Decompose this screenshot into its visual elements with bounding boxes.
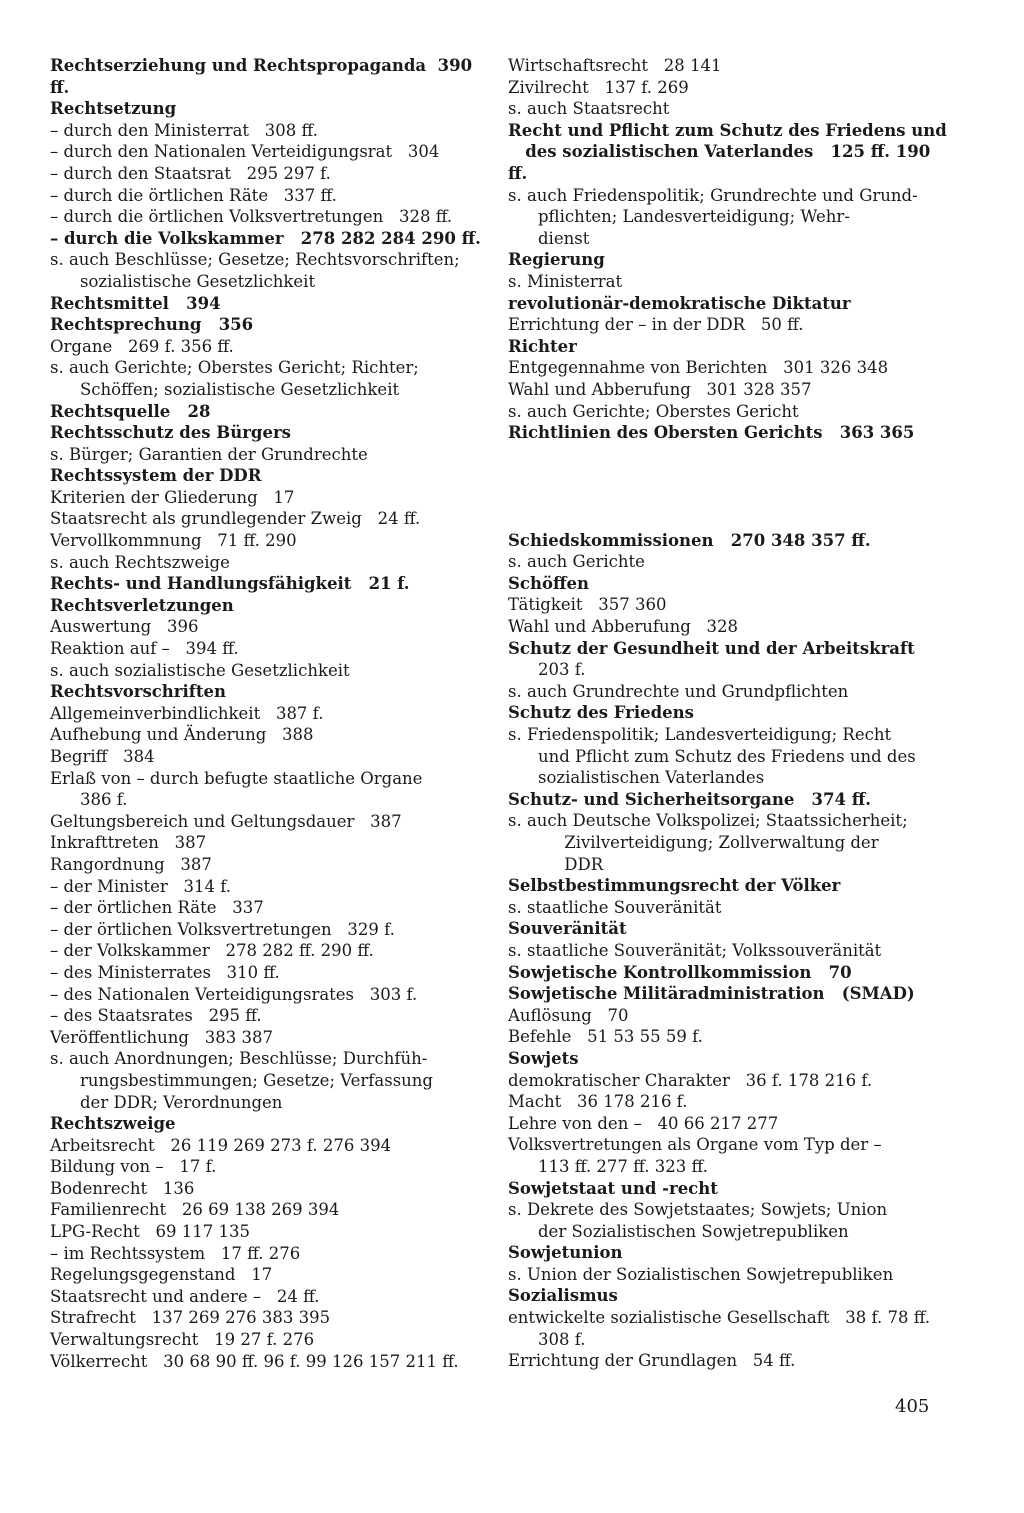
page-reference: 270 348 357 ff. [713,530,871,550]
index-subentry: Wirtschaftsrecht 28 141 [508,56,722,75]
index-term: Rechts- und Handlungsfähigkeit [50,574,352,594]
index-heading [508,702,948,724]
index-subentry: Organe 269 f. 356 ff. [50,336,234,356]
index-term: 290 [421,228,456,248]
index-term: Selbstbestimmungsrecht der Völker [508,876,841,896]
index-term: Sowjetunion [508,1243,623,1263]
index-continuation: 113 ff. 277 ff. 323 ff. [538,1156,708,1176]
index-term: Rechtszweige [50,1114,176,1134]
column-gap [508,444,948,530]
index-term: Schutz des Friedens [508,703,694,723]
index-subentry: s. auch Deutsche Volkspolizei; Staatssicherheit; [508,811,908,831]
page-number: 405 [895,1396,930,1417]
index-continuation: 308 f. [538,1329,586,1349]
index-subentry: s. auch Gerichte; Oberstes Gericht [508,401,799,421]
index-subentry: Entgegennahme von Berichten 301 326 348 [508,358,889,378]
index-heading [50,681,490,703]
index-subentry: Inkrafttreten 387 [50,833,207,853]
index-subentry: – durch die örtlichen Volksvertretungen 328 ff. [50,207,453,227]
index-continuation: der Sozialistischen Sowjetrepubliken [538,1221,849,1241]
index-heading [50,573,490,595]
index-subentry: – der örtlichen Volksvertretungen 329 f. [50,919,395,939]
index-subentry: – des Staatsrates 295 ff. [50,1006,262,1026]
index-subentry: s. Dekrete des Sowjetstaates; Sowjets; Union [508,1200,888,1220]
index-heading [50,314,490,336]
index-continuation: DDR [538,854,604,874]
index-subentry: LPG-Recht 69 117 135 [50,1222,251,1242]
index-subentry: Veröffentlichung 383 387 [50,1027,273,1047]
index-heading [508,336,948,358]
page-reference: 70 [811,962,852,982]
index-heading [508,1242,948,1264]
index-subentry: Befehle 51 53 55 59 f. [508,1027,703,1047]
index-heading [508,1285,948,1307]
index-subentry: s. auch Friedenspolitik; Grundrechte und Grund- [508,185,918,205]
index-subentry: Arbeitsrecht 26 119 269 273 f. 276 394 [50,1135,392,1155]
index-subentry: Volksvertretungen als Organe vom Typ der – [508,1135,882,1155]
index-subentry: Regelungsgegenstand 17 [50,1265,273,1285]
index-term: Rechtsquelle [50,401,171,421]
index-term: Souveränität [508,919,627,939]
index-subentry: s. Ministerrat [508,271,623,291]
index-heading [508,983,948,1005]
index-heading [508,789,948,811]
page-reference: 356 [201,315,254,335]
index-subentry: Errichtung der Grundlagen 54 ff. [508,1351,796,1371]
index-term: Rechtsvorschriften [50,682,226,702]
index-subentry: Verwaltungsrecht 19 27 f. 276 [50,1330,315,1350]
index-subentry: Reaktion auf – 394 ff. [50,639,239,659]
index-subentry: – des Ministerrates 310 ff. [50,962,280,982]
index-heading [508,638,948,660]
index-continuation: pflichten; Landesverteidigung; Wehr- [538,207,850,227]
index-continuation: dienst [538,228,590,248]
index-subentry: Auswertung 396 [50,617,199,637]
index-heading [508,573,948,595]
index-subentry: Kriterien der Gliederung 17 [50,487,295,507]
index-subentry: Vervollkommnung 71 ff. 290 [50,531,297,551]
index-column-left [50,55,490,1372]
index-subentry: Auflösung 70 [508,1005,629,1025]
index-subentry: s. auch Gerichte; Oberstes Gericht; Richter; [50,358,419,378]
index-continuation: sozialistische Gesetzlichkeit [80,271,316,291]
index-continuation: Zivilverteidigung; Zollverwaltung der [538,833,879,852]
index-term: des sozialistischen Vaterlandes [508,142,814,162]
index-subentry: Rangordnung 387 [50,854,212,874]
index-term: Rechtserziehung und Rechtspropaganda [50,56,427,75]
index-heading [50,595,490,617]
index-subentry: Zivilrecht 137 f. 269 [508,77,689,97]
index-subentry: s. auch Gerichte [508,552,645,572]
index-continuation: 203 f. [538,660,586,680]
index-subentry: Macht 36 178 216 f. [508,1092,688,1112]
index-term: Rechtsverletzungen [50,595,234,615]
index-subentry: – der Minister 314 f. [50,876,232,896]
index-subentry: s. auch Beschlüsse; Gesetze; Rechtsvorschriften; [50,250,460,270]
page-reference: 21 f. [351,574,410,594]
page-reference: ff. [455,228,481,248]
index-subentry: Begriff 384 [50,747,155,766]
page-reference: (SMAD) [824,984,915,1004]
index-continuation: rungsbestimmungen; Gesetze; Verfassung [80,1070,433,1090]
index-term: Sowjetstaat und -recht [508,1178,718,1198]
index-term: Rechtsprechung [50,315,202,335]
page-reference: 394 [168,293,221,313]
index-continuation: und Pflicht zum Schutz des Friedens und des [538,746,916,766]
index-subentry: s. auch Anordnungen; Beschlüsse; Durchfüh- [50,1049,428,1069]
index-subentry: Tätigkeit 357 360 [508,595,667,615]
index-term: Schiedskommissionen [508,530,714,550]
index-subentry: s. Bürger; Garantien der Grundrechte [50,444,368,464]
index-subentry: s. auch sozialistische Gesetzlichkeit [50,660,350,680]
index-term: Rechtsmittel [50,293,169,313]
index-heading [50,228,490,250]
index-subentry: Erlaß von – durch befugte staatliche Organe [50,768,423,788]
index-term: Sowjetische Kontrollkommission [508,962,812,982]
index-term: Sozialismus [508,1286,618,1306]
index-subentry: – der Volkskammer 278 282 ff. 290 ff. [50,941,374,961]
index-subentry: Geltungsbereich und Geltungsdauer 387 [50,811,402,831]
page-reference: 374 ff. [794,789,872,809]
index-subentry: – im Rechtssystem 17 ff. 276 [50,1243,301,1263]
index-subentry: Völkerrecht 30 68 90 ff. 96 f. 99 126 157 211 ff. [50,1351,459,1371]
index-subentry: s. auch Rechtszweige [50,552,230,572]
index-heading [508,918,948,940]
index-subentry: Allgemeinverbindlichkeit 387 f. [50,703,324,723]
index-subentry: Wahl und Abberufung 301 328 357 [508,379,812,399]
index-subentry: Wahl und Abberufung 328 [508,617,739,637]
index-term: Rechtssystem der DDR [50,466,262,486]
index-heading [508,962,948,984]
index-subentry: – der örtlichen Räte 337 [50,898,264,918]
index-subentry: s. Friedenspolitik; Landesverteidigung; Recht [508,725,892,745]
index-subentry: Familienrecht 26 69 138 269 394 [50,1200,340,1220]
index-heading [50,1113,490,1135]
index-term: Richtlinien des Obersten Gerichts [508,423,823,443]
index-term: Schutz- und Sicherheitsorgane [508,789,795,809]
index-subentry: s. staatliche Souveränität; Volkssouveränität [508,940,882,960]
index-heading [508,1178,948,1200]
index-heading [50,55,490,98]
index-subentry: Lehre von den – 40 66 217 277 [508,1113,779,1133]
index-term: Sowjetische Militäradministration [508,984,825,1004]
index-term: Rechtsetzung [50,99,177,119]
index-subentry: – durch den Ministerrat 308 ff. [50,120,318,140]
page-reference: 363 365 [822,423,915,443]
index-heading [508,530,948,552]
index-term: Sowjets [508,1048,579,1068]
page-reference: 125 ff. 190 ff. [508,142,936,183]
page-reference: – durch die Volkskammer 278 282 284 [50,228,422,248]
index-subentry: – durch den Staatsrat 295 297 f. [50,163,331,183]
index-subentry: Staatsrecht und andere – 24 ff. [50,1286,320,1306]
index-column-right [508,55,948,1372]
index-heading [50,465,490,487]
index-subentry: s. auch Staatsrecht [508,99,670,119]
index-subentry: Bildung von – 17 f. [50,1157,217,1177]
index-subentry: Bodenrecht 136 [50,1178,195,1198]
index-subentry: s. Union der Sozialistischen Sowjetrepubliken [508,1264,894,1284]
index-subentry: entwickelte sozialistische Gesellschaft 38 f. 78 ff. [508,1308,931,1328]
index-subentry: Staatsrecht als grundlegender Zweig 24 ff. [50,509,421,529]
index-subentry: – durch den Nationalen Verteidigungsrat 304 [50,142,440,162]
page-reference: 28 [170,401,211,421]
index-subentry: Strafrecht 137 269 276 383 395 [50,1308,331,1328]
index-heading [508,141,948,184]
index-subentry: – des Nationalen Verteidigungsrates 303 f. [50,984,418,1004]
index-continuation: der DDR; Verordnungen [80,1092,283,1112]
index-term: revolutionär-demokratische Diktatur [508,293,851,313]
index-continuation: 386 f. [80,790,128,810]
index-subentry: Aufhebung und Änderung 388 [50,725,314,745]
index-heading [508,293,948,315]
index-term: Schutz der Gesundheit und der Arbeitskraft [508,638,915,658]
index-heading [508,120,948,142]
index-term: Schöffen [508,573,590,593]
index-term: Regierung [508,250,605,270]
index-heading [508,1048,948,1070]
page-reference: 390 ff. [50,56,478,97]
index-heading [508,422,948,444]
index-subentry: – durch die örtlichen Räte 337 ff. [50,185,337,205]
index-subentry: Errichtung der – in der DDR 50 ff. [508,315,804,335]
index-subentry: s. auch Grundrechte und Grundpflichten [508,681,849,701]
index-heading [50,98,490,120]
index-continuation: Schöffen; sozialistische Gesetzlichkeit [80,379,400,399]
index-heading [50,422,490,444]
index-term: Rechtsschutz des Bürgers [50,423,291,443]
index-continuation: sozialistischen Vaterlandes [538,768,765,788]
index-heading [508,875,948,897]
index-heading [50,293,490,315]
index-term: Recht und Pflicht zum Schutz des Friedens und [508,120,947,140]
index-term: Richter [508,336,577,356]
index-heading [508,249,948,271]
index-subentry: s. staatliche Souveränität [508,897,722,917]
index-heading [50,401,490,423]
index-subentry: demokratischer Charakter 36 f. 178 216 f. [508,1070,873,1090]
